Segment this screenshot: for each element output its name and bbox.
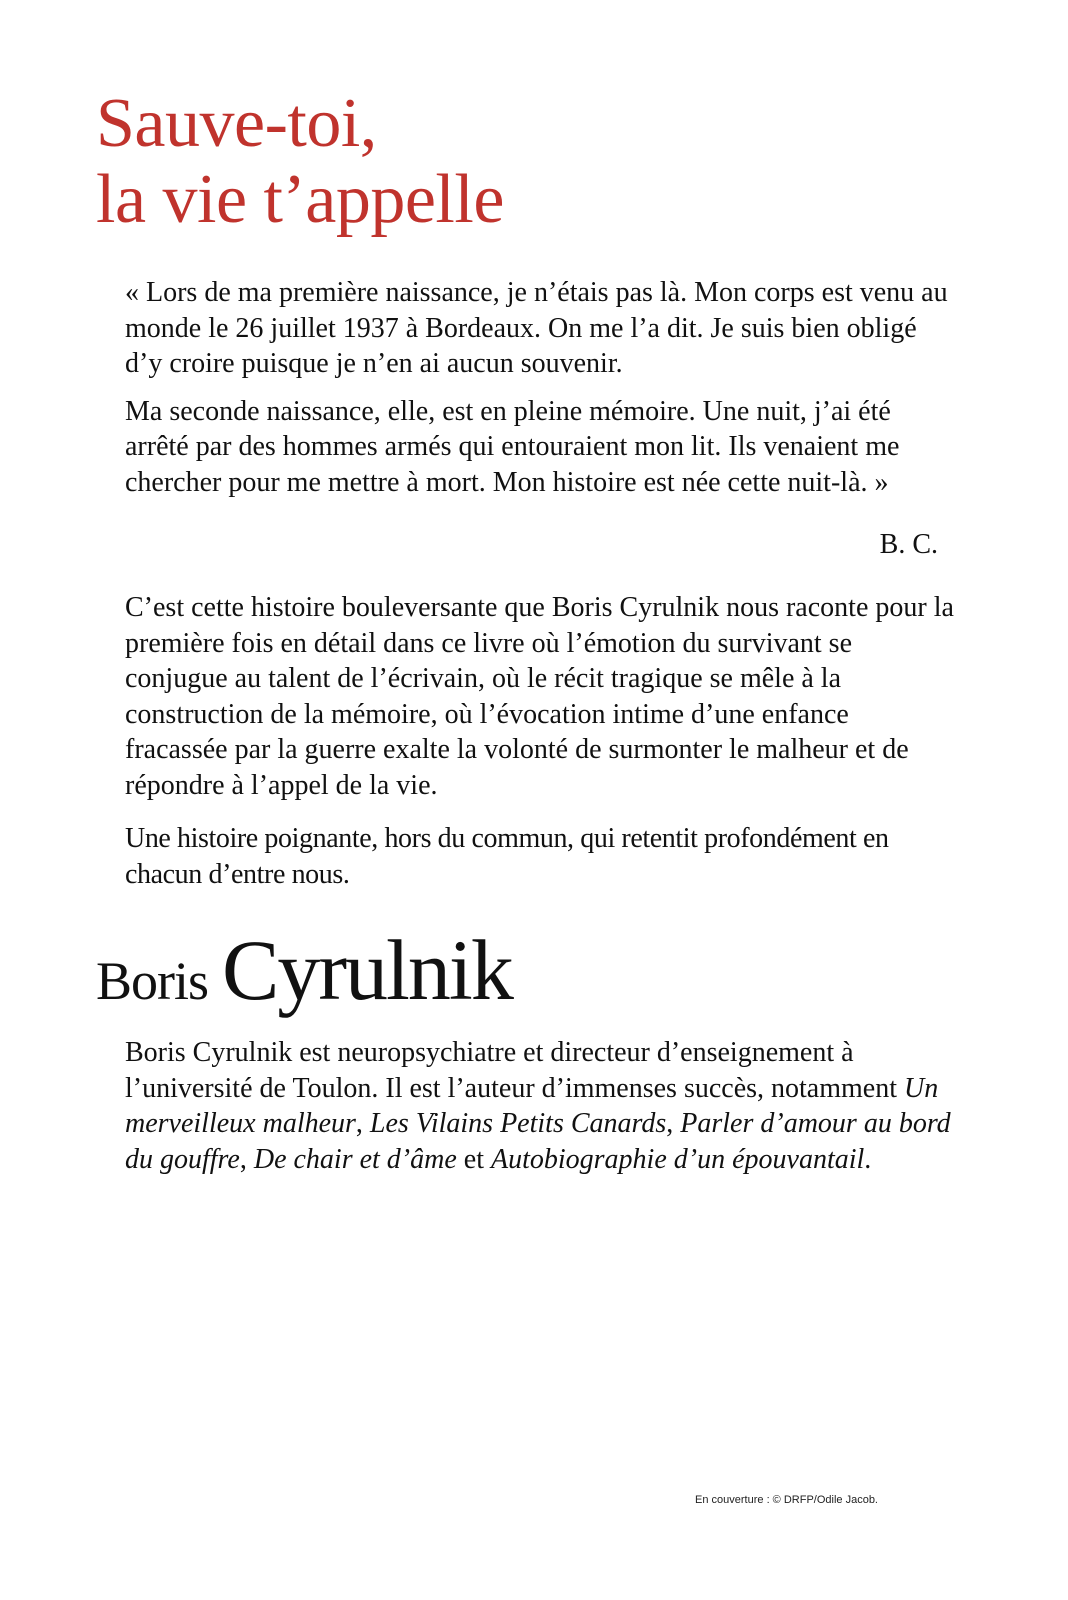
bio-book-3: Parler d’amour au bord du gouffre [125, 1108, 951, 1175]
bio-book-2: Les Vilains Petits Canards [369, 1108, 667, 1139]
author-name [96, 920, 512, 1020]
bio-book-4: De chair et d’âme [253, 1143, 457, 1175]
bio-book-5: Autobiographie d’un épouvantail [491, 1143, 865, 1175]
summary-paragraph-1: C’est cette histoire bouleversante que Boris Cyrulnik nous raconte pour la première fois en détail dans ce livre où l’émotion du survivant se conjugue au talent de l’écrivain, où le récit tragique se mêle à la construction de la mémoire, où l’évocation intime d’une enfance fracassée par la guerre exalte la volonté de surmonter le malheur et de répondre à l’appel de la vie. [125, 592, 954, 801]
author-bio [125, 1035, 955, 1177]
bio-separator-1: , [355, 1108, 370, 1139]
author-first-name: Boris [96, 951, 209, 1011]
book-title [96, 86, 504, 238]
author-quote [125, 275, 955, 500]
quote-paragraph-2: Ma seconde naissance, elle, est en pleine mémoire. Une nuit, j’ai été arrêté par des hommes armés qui entouraient mon lit. Ils venaient me chercher pour me mettre à mort. Mon histoire est née cette nuit-là. » [125, 395, 900, 498]
bio-separator-3: , [239, 1143, 254, 1175]
quote-signature: B. C. [879, 529, 938, 560]
bio-book-1: Un merveilleux malheur [125, 1072, 939, 1139]
summary-paragraph-2: Une histoire poignante, hors du commun, qui retentit profondément en chacun d’entre nous. [125, 823, 889, 890]
bio-separator-4: et [456, 1143, 491, 1175]
bio-separator-2: , [666, 1108, 681, 1139]
cover-credit: En couverture : © DRFP/Odile Jacob. [695, 1494, 878, 1506]
quote-paragraph-1: « Lors de ma première naissance, je n’étais pas là. Mon corps est venu au monde le 26 juillet 1937 à Bordeaux. On me l’a dit. Je suis bien obligé d’y croire puisque je n’en ai aucun souvenir. [125, 277, 948, 379]
book-summary [125, 590, 955, 892]
book-title-line-2: la vie t’appelle [96, 161, 504, 238]
bio-intro: Boris Cyrulnik est neuropsychiatre et directeur d’enseignement à l’université de Toulon. Il est l’auteur d’immenses succès, notamment [125, 1037, 904, 1104]
bio-paragraph [125, 1035, 955, 1177]
author-last-name: Cyrulnik [222, 922, 512, 1018]
book-title-line-1: Sauve-toi, [96, 85, 377, 162]
bio-end: . [864, 1143, 872, 1175]
